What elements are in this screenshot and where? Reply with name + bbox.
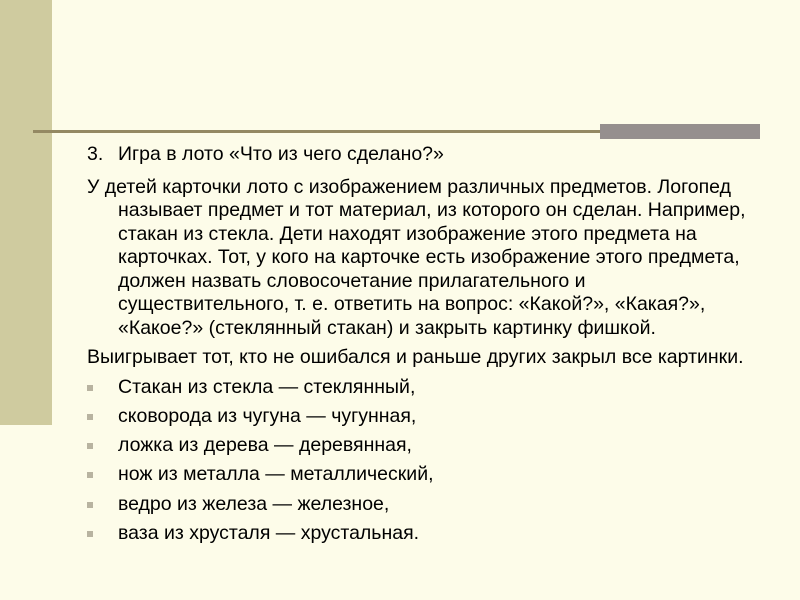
list-item <box>87 463 757 487</box>
list-item-text: ложка из дерева — деревянная, <box>118 434 412 457</box>
square-bullet-icon <box>87 443 93 449</box>
list-item <box>87 434 757 458</box>
list-item-text: ваза из хрусталя — хрустальная. <box>118 521 420 544</box>
list-item-text: сковорода из чугуна — чугунная, <box>118 404 417 427</box>
list-item <box>87 522 757 546</box>
square-bullet-icon <box>87 414 93 420</box>
list-item-text: Стакан из стекла — стеклянный, <box>118 375 416 398</box>
title-divider-block <box>600 124 760 139</box>
list-item <box>87 376 757 400</box>
slide-body <box>87 143 757 551</box>
game-description-paragraph: У детей карточки лото с изображением различных предметов. Логопед называет предмет и тот материал, из которого он сделан. Например, стакан из стекла. Дети находят изображение этого предмета на карточках. Тот, у кого на карточке есть изображение этого предмета, должен назвать словосочетание прилагательного и существительного, т. е. ответить на вопрос: «Какой?», «Какая?», «Какое?» (стеклянный стакан) и закрыть картинку фишкой. <box>87 175 746 339</box>
numbered-heading <box>87 143 757 167</box>
list-item <box>87 405 757 429</box>
list-item <box>87 493 757 517</box>
list-item-text: ведро из железа — железное, <box>118 492 390 515</box>
square-bullet-icon <box>87 385 93 391</box>
square-bullet-icon <box>87 502 93 508</box>
list-item-text: нож из металла — металлический, <box>118 463 434 486</box>
title-divider-line <box>33 130 600 133</box>
item-number: 3. <box>87 143 104 165</box>
square-bullet-icon <box>87 531 93 537</box>
square-bullet-icon <box>87 472 93 478</box>
examples-list <box>87 376 757 546</box>
left-accent-bar <box>0 0 52 425</box>
game-title: Игра в лото «Что из чего сделано?» <box>118 143 444 165</box>
winner-rule-paragraph: Выигрывает тот, кто не ошибался и раньше других закрыл все картинки. <box>87 346 744 368</box>
